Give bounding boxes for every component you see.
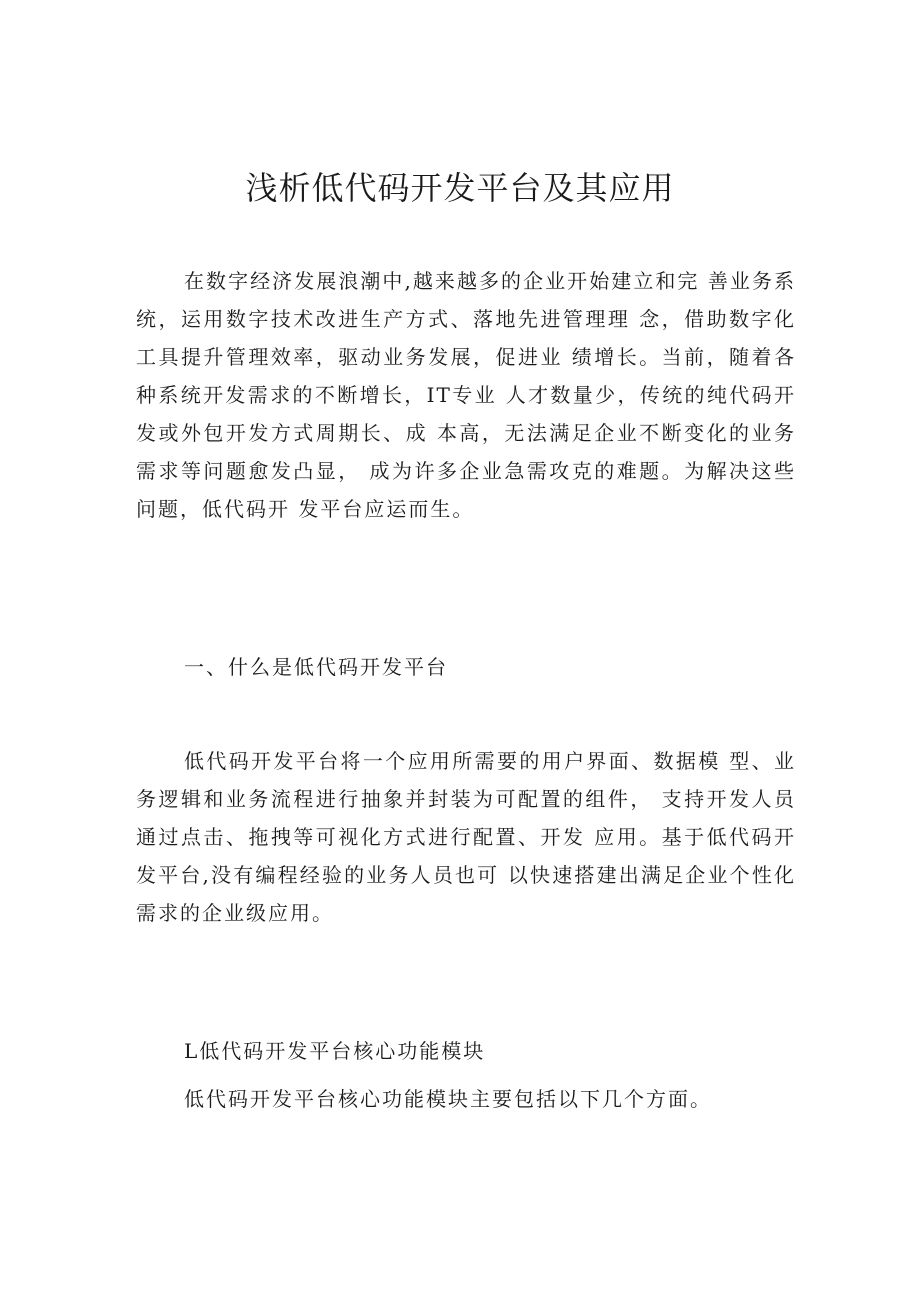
definition-paragraph: 低代码开发平台将一个应用所需要的用户界面、数据模 型、业务逻辑和业务流程进行抽象并封装为可配置的组件， 支持开发人员通过点击、拖拽等可视化方式进行配置、开发 应用。基于低代码开发平台,没有编程经验的业务人员也可 以快速搭建出满足企业个性化需求的企业级应用。	[136, 749, 796, 925]
subsection-heading-1: L低代码开发平台核心功能模块	[184, 1039, 486, 1063]
modules-intro-paragraph: 低代码开发平台核心功能模块主要包括以下几个方面。	[184, 1087, 712, 1111]
intro-paragraph: 在数字经济发展浪潮中,越来越多的企业开始建立和完 善业务系统，运用数字技术改进生产方式、落地先进管理理 念，借助数字化工具提升管理效率，驱动业务发展，促进业 绩增长。当前，随着各种系统开发需求的不断增长，IT专业 人才数量少，传统的纯代码开发或外包开发方式周期长、成 本高，无法满足企业不断变化的业务需求等问题愈发凸显， 成为许多企业急需攻克的难题。为解决这些问题，低代码开 发平台应运而生。	[136, 269, 796, 521]
section-heading-1: 一、什么是低代码开发平台	[184, 655, 448, 679]
document-title: 浅析低代码开发平台及其应用	[245, 169, 675, 207]
